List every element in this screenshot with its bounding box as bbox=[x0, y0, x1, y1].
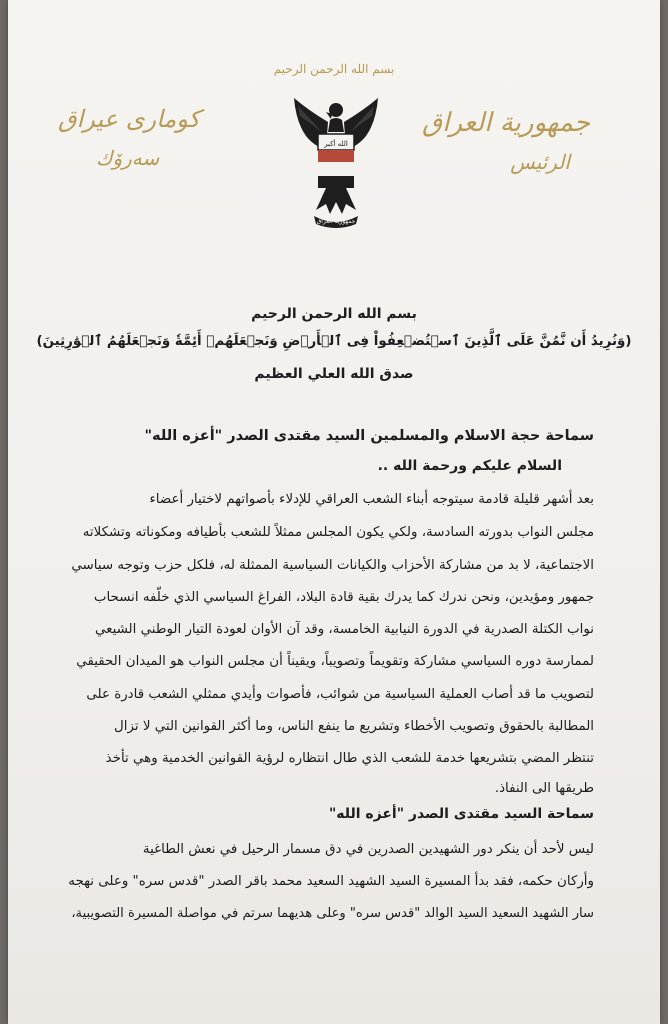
emblem-text-bottom: جمهورية العراق bbox=[316, 218, 356, 225]
emblem-text-top: الله أكبر bbox=[324, 140, 348, 148]
letterhead-basmala: بسم الله الرحمن الرحيم bbox=[273, 62, 395, 76]
paragraph1-line: لممارسة دوره السياسي مشاركة وتقويماً وتصويباً، ويقيناً أن مجلس النواب هو الميدان الحقيقي bbox=[76, 654, 594, 669]
paragraph1-line: المطالبة بالحقوق وتصويب الأخطاء وتشريع ما ينفع الناس، وما أكثر القوانين التي لا تزال bbox=[114, 719, 594, 734]
paragraph1-line: بعد أشهر قليلة قادمة سيتوجه أبناء الشعب العراقي للإدلاء بأصواتهم لاختيار أعضاء bbox=[149, 492, 594, 507]
paragraph1-line: جمهور ومؤيدين، ونحن ندرك كما يدرك بقية قادة البلاد، الفراغ السياسي الذي خلّفه انسحاب bbox=[93, 590, 594, 605]
kurdish-title: سەرۆك bbox=[96, 146, 160, 170]
paragraph2-line: سار الشهيد السعيد السيد الوالد "قدس سره" وعلى هديهما سرتم في مواصلة المسيرة التصويبية، bbox=[71, 906, 594, 921]
paragraph1-line: طريقها الى النفاذ. bbox=[494, 781, 594, 796]
paragraph1-line: الاجتماعية، لا بد من مشاركة الأحزاب والكيانات السياسية الممثلة له، فلكل حزب وتوجه سياسي bbox=[71, 558, 594, 573]
republic-name: جمهورية العراق bbox=[422, 108, 590, 138]
quranic-verse: (وَنُرِيدُ أَن نَّمُنَّ عَلَى ٱلَّذِينَ ٱسۡتُضۡعِفُواْ فِى ٱلۡأَرۡضِ وَنَجۡعَلَهُمۡ أَئِمَّةٗ وَنَجۡعَلَهُمُ ٱلۡوَٰرِثِينَ) bbox=[36, 334, 632, 349]
letter-page bbox=[8, 0, 660, 1024]
iraq-eagle-emblem-icon bbox=[286, 92, 386, 232]
paragraph1-line: مجلس النواب بدورته السادسة، ولكي يكون المجلس ممثلاً للشعب بأطيافه ومكوناته وتشكلاته bbox=[82, 525, 594, 540]
republic-title: الرئيس bbox=[510, 150, 570, 174]
sadaq-allah: صدق الله العلي العظيم bbox=[254, 366, 414, 382]
paragraph1-line: تنتظر المضي بتشريعها خدمة للشعب الذي طال انتظاره لرؤية القوانين الخدمية وهي تأخذ bbox=[105, 751, 594, 766]
kurdish-republic-name: كوماری عیراق bbox=[58, 105, 201, 133]
paragraph2-line: وأركان حكمه، فقد بدأ المسيرة السيد الشهيد السعيد محمد باقر الصدر "قدس سره" وعلى نهجه bbox=[68, 874, 594, 889]
second-salutation: سماحة السيد مقتدى الصدر "أعزه الله" bbox=[328, 806, 594, 822]
paragraph2-line: ليس لأحد أن ينكر دور الشهيدين الصدرين في دق مسمار الرحيل في نعش الطاغية bbox=[142, 842, 594, 857]
salutation: سماحة حجة الاسلام والمسلمين السيد مقتدى الصدر "أعزه الله" bbox=[144, 428, 594, 444]
paragraph1-line: نواب الكتلة الصدرية في الدورة النيابية الخامسة، وقد آن الأوان لعودة التيار الوطني الشيعي bbox=[94, 622, 594, 637]
opening-basmala: بسم الله الرحمن الرحيم bbox=[251, 306, 417, 322]
greeting: السلام عليكم ورحمة الله .. bbox=[377, 458, 562, 474]
paragraph1-line: لتصويب ما قد أصاب العملية السياسية من شوائب، فأصوات وأيدي ممثلي الشعب قادرة على bbox=[86, 687, 594, 702]
